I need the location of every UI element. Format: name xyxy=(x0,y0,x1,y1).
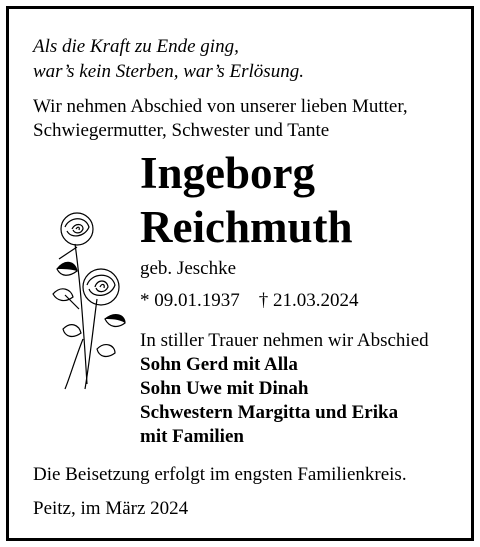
maiden-name: geb. Jeschke xyxy=(140,258,237,279)
place-date: Peitz, im März 2024 xyxy=(33,498,189,519)
mourners-intro: In stiller Trauer nehmen wir Abschied xyxy=(140,330,429,351)
rose-icon xyxy=(35,199,135,399)
verse-line-1: Als die Kraft zu Ende ging, xyxy=(33,36,239,57)
life-dates: * 09.01.1937 † 21.03.2024 xyxy=(140,290,359,311)
mourner-line: mit Familien xyxy=(140,426,244,447)
intro-line-2: Schwiegermutter, Schwester und Tante xyxy=(33,120,330,141)
obituary-notice xyxy=(6,6,474,541)
funeral-note: Die Beisetzung erfolgt im engsten Familienkreis. xyxy=(33,464,407,485)
mourner-line: Schwestern Margitta und Erika xyxy=(140,402,399,423)
intro-line-1: Wir nehmen Abschied von unserer lieben Mutter, xyxy=(33,96,408,117)
mourner-line: Sohn Gerd mit Alla xyxy=(140,354,298,375)
deceased-first-name: Ingeborg xyxy=(140,148,316,198)
mourner-line: Sohn Uwe mit Dinah xyxy=(140,378,309,399)
deceased-last-name: Reichmuth xyxy=(140,202,353,252)
verse-line-2: war’s kein Sterben, war’s Erlösung. xyxy=(33,61,304,82)
